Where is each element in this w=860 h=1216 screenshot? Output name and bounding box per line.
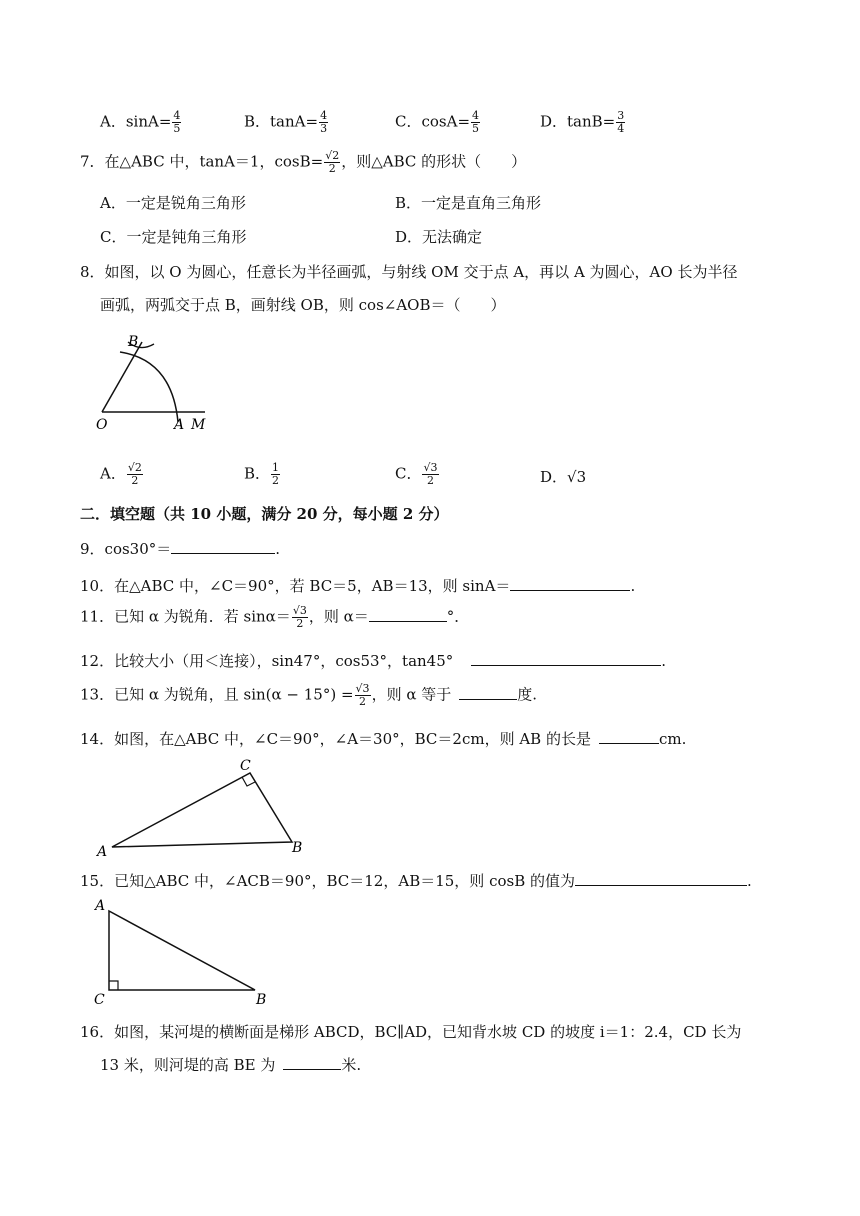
- right-angle-mark: [109, 981, 118, 990]
- q12: 12．比较大小（用＜连接），sin47°，cos53°，tan45° .: [80, 652, 667, 670]
- q11: 11．已知 α 为锐角．若 sinα＝ $\frac{√3}{2}$ ，则 α＝ °．: [80, 604, 470, 630]
- label-c: C: [240, 758, 251, 774]
- q6-option-b: B．tanA= $\frac{4}{3}$: [244, 109, 328, 135]
- q8-stem-line2: 画弧，两弧交于点 B，画射线 OB，则 cos∠AOB＝（ ）: [100, 296, 506, 314]
- q10: 10．在△ABC 中，∠C＝90°，若 BC＝5，AB＝13，则 sinA＝ .: [80, 577, 636, 595]
- q6-option-d: D．tanB= $\frac{3}{4}$: [540, 109, 625, 135]
- q8-figure: [90, 330, 220, 435]
- q7-option-a: A．一定是锐角三角形: [100, 194, 246, 212]
- label-b: B: [292, 840, 303, 856]
- q8-option-c: C． $\frac{√3}{2}$: [395, 461, 438, 487]
- triangle-abc: [112, 773, 292, 847]
- q8-option-a: A． $\frac{√2}{2}$: [100, 461, 142, 487]
- label-m: M: [191, 417, 206, 433]
- q7-option-c: C．一定是钝角三角形: [100, 228, 247, 246]
- answer-blank[interactable]: [459, 684, 517, 700]
- q7-option-d: D．无法确定: [395, 228, 483, 246]
- answer-blank[interactable]: [283, 1054, 341, 1070]
- label-b: B: [256, 992, 267, 1005]
- q14-figure: [92, 755, 317, 860]
- section-heading: 二．填空题（共 10 小题，满分 20 分，每小题 2 分）: [80, 505, 449, 523]
- answer-blank[interactable]: [599, 728, 659, 744]
- q8-stem-line1: 8．如图，以 O 为圆心，任意长为半径画弧，与射线 OM 交于点 A，再以 A 为圆心，AO 长为半径: [80, 263, 738, 281]
- answer-blank[interactable]: [471, 650, 661, 666]
- answer-blank[interactable]: [369, 606, 447, 622]
- label-o: O: [96, 417, 108, 433]
- label-a: A: [95, 898, 106, 914]
- label-b: B: [128, 334, 139, 350]
- fraction: $\frac{√3}{2}$: [292, 604, 307, 630]
- fraction: $\frac{4}{5}$: [173, 109, 181, 135]
- q6-option-c: C．cosA= $\frac{4}{5}$: [395, 109, 480, 135]
- q14: 14．如图，在△ABC 中，∠C＝90°，∠A＝30°，BC＝2cm，则 AB 的长是 cm.: [80, 730, 687, 748]
- fraction: $\frac{4}{3}$: [320, 109, 328, 135]
- q7-option-b: B．一定是直角三角形: [395, 194, 542, 212]
- label-a: A: [97, 844, 108, 860]
- fraction: $\frac{3}{4}$: [617, 109, 625, 135]
- triangle-acb: [109, 911, 255, 990]
- label-c: C: [94, 992, 105, 1005]
- q6-option-a: A．sinA= $\frac{4}{5}$: [100, 109, 181, 135]
- fraction: $\frac{4}{5}$: [472, 109, 480, 135]
- q7-stem: 7．在△ABC 中，tanA＝1，cosB= $\frac{√2}{2}$ ，则△ABC 的形状（ ）: [80, 149, 527, 175]
- answer-blank[interactable]: [575, 870, 747, 886]
- q8-option-d: D．√3: [540, 468, 587, 486]
- fraction: $\frac{√3}{2}$: [423, 461, 438, 487]
- label-a: A: [174, 417, 185, 433]
- q8-option-b: B． $\frac{1}{2}$: [244, 461, 280, 487]
- q16-line1: 16．如图，某河堤的横断面是梯形 ABCD，BC∥AD，已知背水坡 CD 的坡度 i＝1：2.4，CD 长为: [80, 1023, 742, 1041]
- q13: 13．已知 α 为锐角，且 sin(α − 15°) = $\frac{√3}{2}$ ，则 α 等于 度.: [80, 682, 538, 708]
- fraction: $\frac{1}{2}$: [272, 461, 280, 487]
- q16-line2: 13 米，则河堤的高 BE 为 米.: [100, 1056, 362, 1074]
- answer-blank[interactable]: [510, 575, 630, 591]
- fraction: $\frac{√2}{2}$: [325, 149, 340, 175]
- q9: 9．cos30°＝ .: [80, 540, 281, 558]
- q15: 15．已知△ABC 中，∠ACB＝90°，BC＝12，AB＝15，则 cosB 的值为 .: [80, 872, 752, 890]
- fraction: $\frac{√3}{2}$: [355, 682, 370, 708]
- answer-blank[interactable]: [171, 538, 275, 554]
- fraction: $\frac{√2}{2}$: [127, 461, 142, 487]
- q15-figure: [90, 895, 280, 1005]
